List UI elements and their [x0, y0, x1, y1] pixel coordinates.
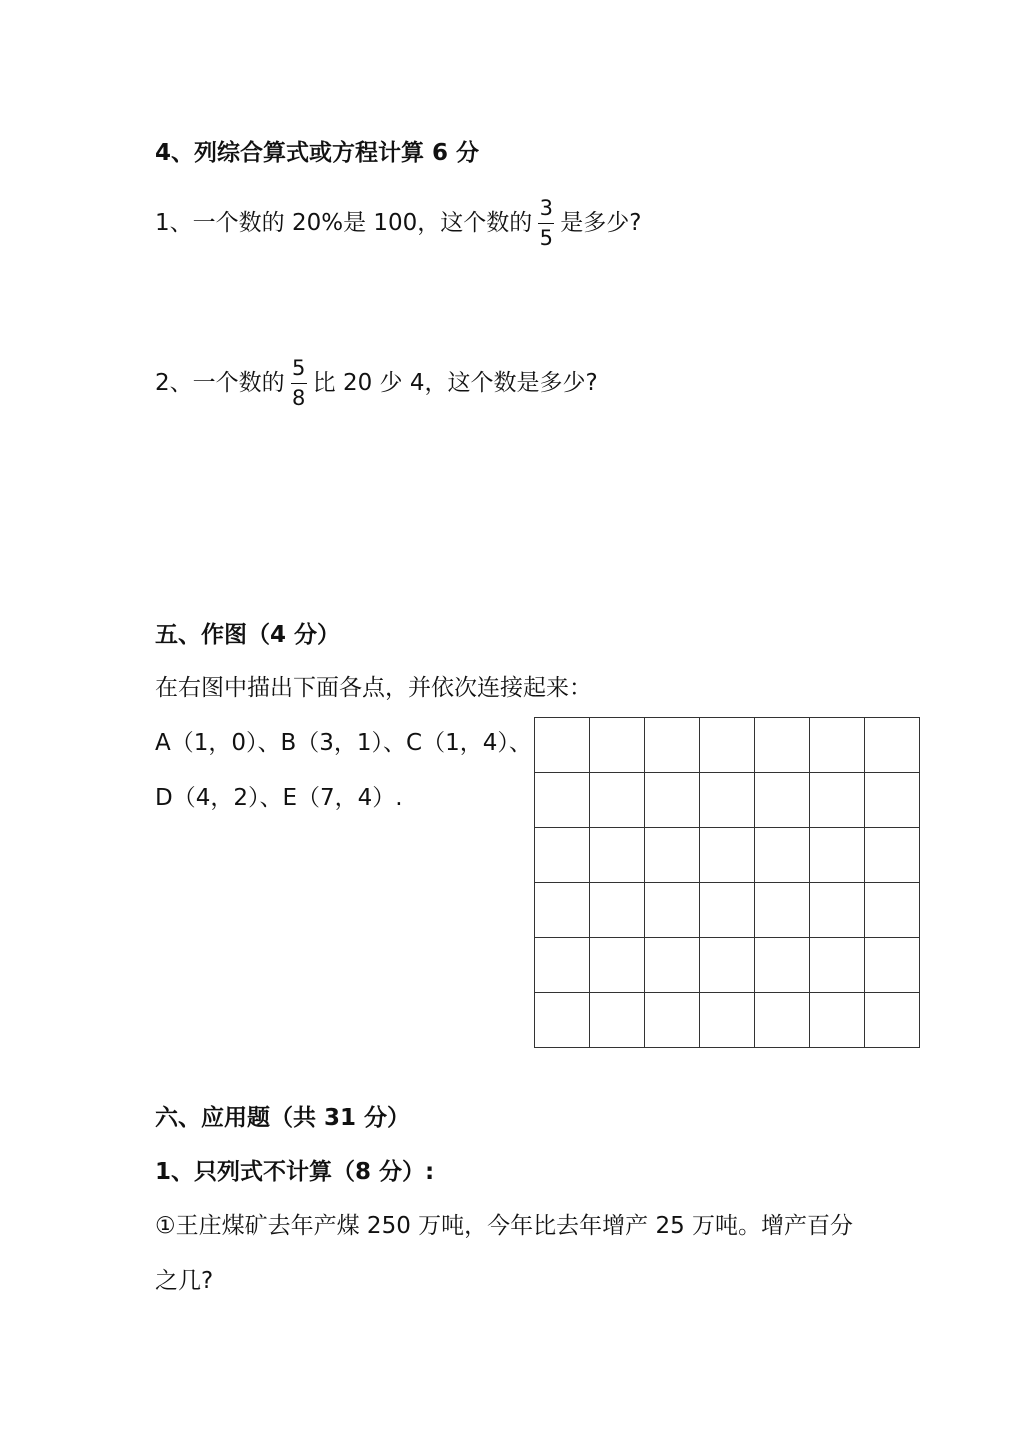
grid-cell — [810, 828, 865, 883]
grid-cell — [535, 773, 590, 828]
drawing-instruction: 在右图中描出下面各点，并依次连接起来： — [155, 675, 592, 701]
fraction-bar — [291, 383, 307, 384]
grid-cell — [865, 718, 920, 773]
grid-cell — [810, 773, 865, 828]
grid-cell — [755, 718, 810, 773]
grid-cell — [865, 938, 920, 993]
grid-cell — [755, 993, 810, 1048]
grid-cell — [865, 883, 920, 938]
grid-cell — [755, 773, 810, 828]
grid-cell — [810, 938, 865, 993]
grid-cell — [700, 883, 755, 938]
grid-cell — [865, 828, 920, 883]
grid-cell — [810, 993, 865, 1048]
fraction-numerator: 3 — [539, 196, 553, 220]
grid-cell — [865, 993, 920, 1048]
question-1-text: 1、一个数的 20%是 100，这个数的 — [155, 210, 533, 236]
fraction-bar — [538, 223, 554, 224]
grid-cell — [535, 883, 590, 938]
grid-cell — [590, 828, 645, 883]
grid-cell — [810, 883, 865, 938]
grid-cell — [645, 938, 700, 993]
grid-cell — [700, 993, 755, 1048]
fraction-denominator: 8 — [291, 386, 306, 410]
problem-1-line-1: ①王庄煤矿去年产煤 250 万吨，今年比去年增产 25 万吨。增产百分 — [155, 1213, 854, 1239]
grid-cell — [700, 938, 755, 993]
question-1 — [155, 196, 642, 251]
grid-cell — [865, 773, 920, 828]
problem-1-line-2: 之几? — [155, 1268, 214, 1294]
grid-cell — [645, 773, 700, 828]
grid-cell — [755, 883, 810, 938]
points-line-2: D（4，2）、E（7，4）. — [155, 785, 403, 811]
grid-cell — [590, 938, 645, 993]
fraction-3-5 — [538, 196, 554, 251]
grid-cell — [700, 773, 755, 828]
question-1-suffix: 是多少? — [560, 210, 642, 236]
section-6-heading: 六、应用题（共 31 分） — [155, 1105, 411, 1131]
grid-cell — [590, 773, 645, 828]
grid-cell — [535, 718, 590, 773]
grid-cell — [645, 718, 700, 773]
grid-cell — [535, 993, 590, 1048]
grid-cell — [645, 883, 700, 938]
grid-cell — [700, 828, 755, 883]
fraction-numerator: 5 — [291, 356, 306, 380]
subsection-1-heading: 1、只列式不计算（8 分）: — [155, 1159, 435, 1185]
grid-cell — [645, 993, 700, 1048]
grid-cell — [535, 938, 590, 993]
grid-cell — [810, 718, 865, 773]
section-5-heading: 五、作图（4 分） — [155, 622, 341, 648]
question-2-text: 2、一个数的 — [155, 370, 285, 396]
grid-cell — [590, 993, 645, 1048]
grid-cell — [590, 718, 645, 773]
grid-cell — [755, 938, 810, 993]
grid-cell — [590, 883, 645, 938]
grid-cell — [645, 828, 700, 883]
grid-cell — [755, 828, 810, 883]
question-2-suffix: 比 20 少 4，这个数是多少? — [312, 370, 598, 396]
points-line-1: A（1，0）、B（3，1）、C（1，4）、 — [155, 730, 532, 756]
section-4-heading: 4、列综合算式或方程计算 6 分 — [155, 140, 480, 166]
coordinate-grid[interactable] — [534, 717, 920, 1048]
fraction-5-8 — [291, 356, 307, 411]
grid-cell — [535, 828, 590, 883]
fraction-denominator: 5 — [539, 226, 553, 250]
grid-cell — [700, 718, 755, 773]
question-2 — [155, 356, 598, 411]
